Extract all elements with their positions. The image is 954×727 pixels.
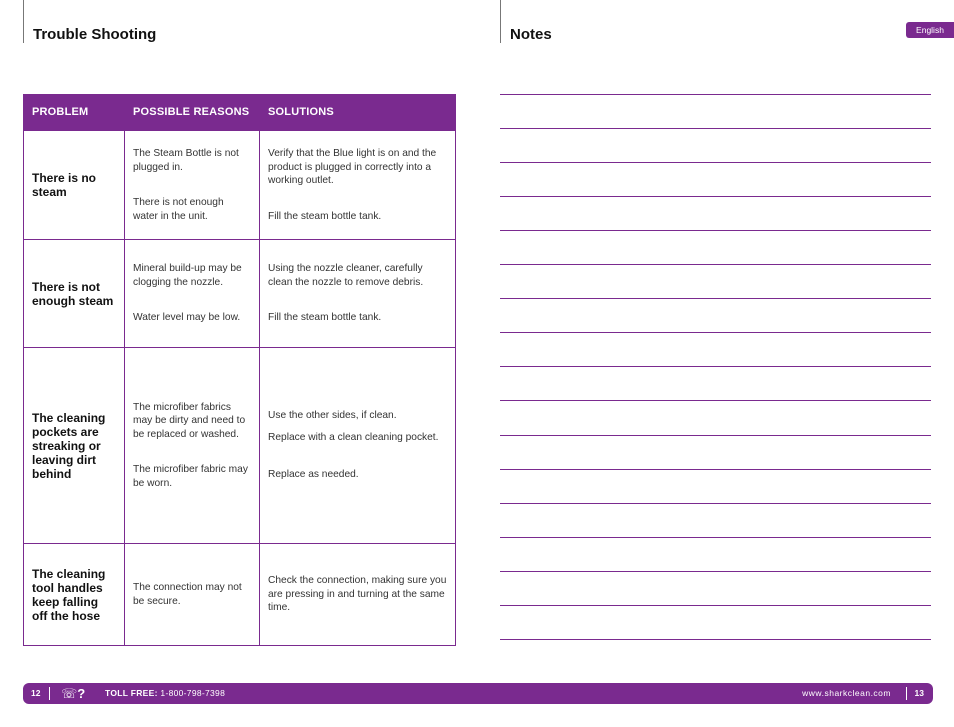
troubleshooting-table	[23, 94, 456, 646]
header-solutions: SOLUTIONS	[260, 95, 456, 131]
table-row	[24, 544, 456, 646]
table-row	[24, 240, 456, 348]
note-line	[500, 400, 931, 401]
table-row	[24, 348, 456, 544]
footer-bar	[23, 683, 933, 704]
solutions-cell	[260, 544, 456, 646]
page-number-right: 13	[914, 688, 924, 698]
trouble-shooting-heading: Trouble Shooting	[33, 26, 157, 43]
header-problem: PROBLEM	[24, 95, 125, 131]
reason-text: There is not enough water in the unit.	[133, 197, 224, 222]
reason-text: Water level may be low.	[133, 312, 241, 324]
right-page-rule	[500, 0, 501, 43]
reasons-cell	[125, 348, 260, 544]
page-number-left: 12	[31, 688, 41, 698]
header-possible-reasons: POSSIBLE REASONS	[125, 95, 260, 131]
solution-text: Using the nozzle cleaner, carefully clean the nozzle to remove debris.	[268, 263, 424, 288]
solution-text: Replace with a clean cleaning pocket.	[268, 431, 439, 443]
note-line	[500, 196, 931, 197]
toll-free	[105, 683, 225, 704]
note-line	[500, 469, 931, 470]
note-line	[500, 128, 931, 129]
solution-text: Replace as needed.	[268, 469, 359, 481]
note-line	[500, 230, 931, 231]
solution-text: Verify that the Blue light is on and the product is plugged in correctly into a working outlet.	[268, 148, 437, 186]
problem-cell: The cleaning tool handles keep falling off the hose	[24, 544, 125, 646]
note-line	[500, 503, 931, 504]
note-line	[500, 605, 931, 606]
footer-divider	[906, 687, 907, 700]
notes-heading: Notes	[510, 26, 552, 43]
solution-text: Check the connection, making sure you are pressing in and turning at the same time.	[268, 575, 447, 614]
reason-text: The Steam Bottle is not plugged in.	[133, 148, 239, 173]
problem-cell: There is not enough steam	[24, 240, 125, 348]
note-line	[500, 94, 931, 95]
note-line	[500, 332, 931, 333]
reason-text: The microfiber fabric may be worn.	[133, 464, 248, 489]
solution-text: Use the other sides, if clean.	[268, 410, 397, 422]
solutions-cell	[260, 348, 456, 544]
note-line	[500, 264, 931, 265]
note-line	[500, 571, 931, 572]
toll-free-number[interactable]: 1-800-798-7398	[160, 688, 226, 698]
reason-text: The microfiber fabrics may be dirty and need to be replaced or washed.	[133, 401, 246, 440]
note-line	[500, 639, 931, 640]
note-line	[500, 537, 931, 538]
reason-text: Mineral build-up may be clogging the nozzle.	[133, 263, 242, 288]
solution-text: Fill the steam bottle tank.	[268, 210, 382, 222]
solution-text: Fill the steam bottle tank.	[268, 312, 382, 324]
table-header-row	[24, 95, 456, 131]
solutions-cell	[260, 131, 456, 240]
solutions-cell	[260, 240, 456, 348]
problem-cell: The cleaning pockets are streaking or leaving dirt behind	[24, 348, 125, 544]
toll-free-label: TOLL FREE:	[105, 688, 158, 698]
language-tab[interactable]: English	[906, 22, 954, 38]
left-page-rule	[23, 0, 24, 43]
table-row	[24, 131, 456, 240]
problem-cell: There is no steam	[24, 131, 125, 240]
phone-question-icon: ☏?	[61, 686, 86, 701]
reasons-cell	[125, 544, 260, 646]
note-line	[500, 366, 931, 367]
note-line	[500, 298, 931, 299]
reasons-cell	[125, 240, 260, 348]
website-link[interactable]: www.sharkclean.com	[802, 688, 891, 698]
footer-divider	[49, 687, 50, 700]
reason-text: The connection may not be secure.	[133, 582, 242, 607]
reasons-cell	[125, 131, 260, 240]
note-line	[500, 435, 931, 436]
note-line	[500, 162, 931, 163]
